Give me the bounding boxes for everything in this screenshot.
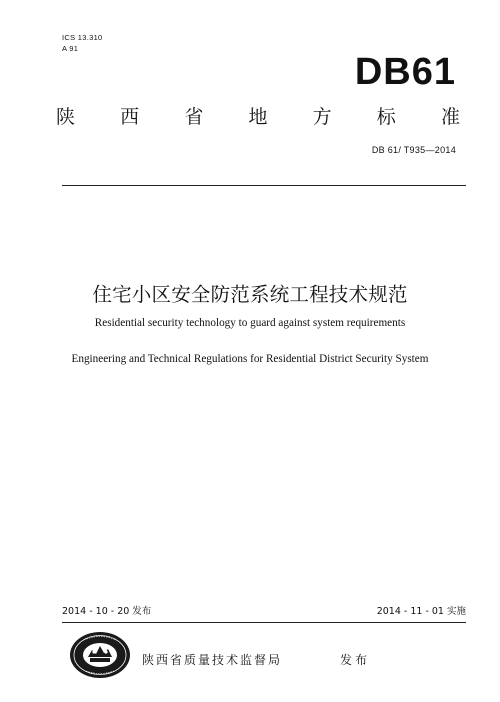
implementation-date: 2014 - 11 - 01 实施 bbox=[376, 606, 466, 617]
ics-code: ICS 13.310 bbox=[62, 33, 103, 42]
title-english-line1: Residential security technology to guard against system requirements bbox=[94, 317, 406, 329]
issuer-name: 陕西省质量技术监督局 bbox=[142, 653, 283, 667]
title-chinese: 住宅小区安全防范系统工程技术规范 bbox=[92, 283, 408, 306]
standard-type-char: 省 bbox=[184, 106, 204, 128]
standard-code: DB 61/ T935—2014 bbox=[371, 145, 456, 155]
standard-type-char: 标 bbox=[376, 106, 396, 128]
standard-type-char: 方 bbox=[312, 106, 332, 128]
db-logo: DB61 bbox=[354, 51, 456, 93]
standard-type-char: 准 bbox=[440, 106, 460, 128]
standard-type-char: 地 bbox=[248, 106, 268, 128]
top-divider bbox=[62, 185, 466, 186]
issuer-seal-icon bbox=[68, 630, 132, 680]
bottom-divider bbox=[62, 622, 466, 623]
standard-type-char: 陕 bbox=[56, 106, 76, 128]
standard-type-heading bbox=[56, 104, 460, 130]
title-english-line2: Engineering and Technical Regulations for Residential District Security System bbox=[71, 353, 429, 365]
release-label: 发布 bbox=[340, 653, 371, 667]
classification-codes bbox=[62, 32, 103, 54]
issue-date: 2014 - 10 - 20 发布 bbox=[62, 606, 152, 617]
standard-type-char: 西 bbox=[120, 106, 140, 128]
ccs-code: A 91 bbox=[62, 44, 79, 53]
